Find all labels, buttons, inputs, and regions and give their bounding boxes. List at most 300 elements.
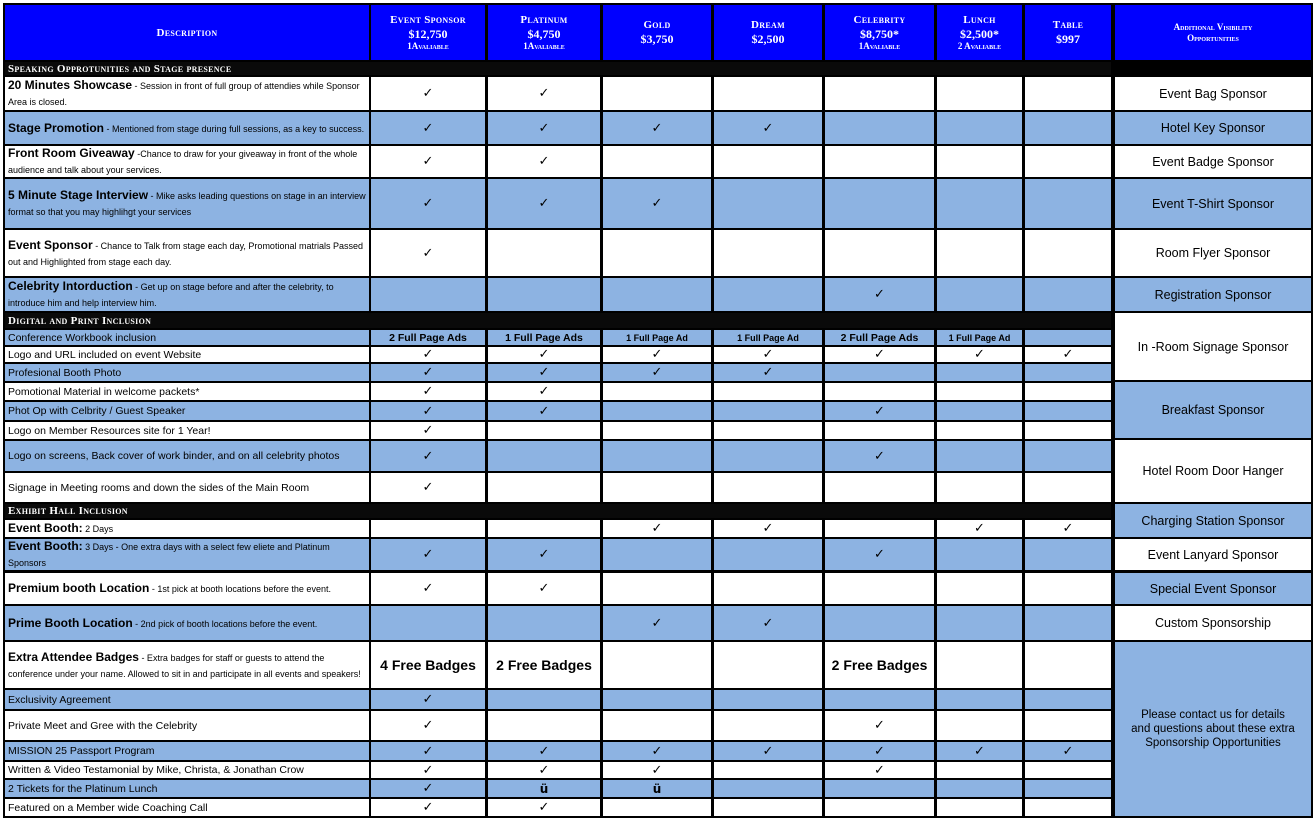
- additional-opportunity: [1115, 573, 1311, 604]
- row-description: [5, 364, 369, 381]
- tier-cell: [488, 330, 600, 345]
- tier-header: [1025, 5, 1111, 60]
- tier-cell: [714, 799, 822, 816]
- tier-cell: [603, 383, 711, 400]
- tier-cell: [371, 364, 485, 381]
- additional-opportunity: [1115, 230, 1311, 276]
- tier-header: [603, 5, 711, 60]
- contact-note: Please contact us for details and questions about these extra Sponsorship Opportunities: [1131, 709, 1295, 749]
- row-detail: Written & Video Testamonial by Mike, Christa, & Jonathan Crow: [8, 764, 304, 776]
- tier-cell: [825, 539, 934, 570]
- row-title: Premium booth Location: [8, 581, 150, 595]
- row-description-text: [8, 448, 340, 464]
- tier-cell: [937, 573, 1022, 604]
- tier-cell: [714, 112, 822, 144]
- row-description: [5, 606, 369, 640]
- row-description-text: [8, 781, 157, 797]
- tier-cell: [371, 402, 485, 420]
- tier-cell: [714, 422, 822, 439]
- check-icon: ✓: [762, 347, 774, 362]
- tier-cell: [937, 330, 1022, 345]
- row-description: [5, 77, 369, 110]
- section-header: [5, 313, 1111, 328]
- tier-cell: [1025, 711, 1111, 740]
- row-detail: Pomotional Material in welcome packets*: [8, 385, 200, 398]
- check-icon: ✓: [651, 743, 663, 759]
- tier-header: [371, 5, 485, 60]
- tier-cell: [1025, 742, 1111, 760]
- tier-cell: [714, 573, 822, 604]
- tier-price: $997: [1056, 32, 1080, 46]
- check-icon: ✓: [538, 581, 550, 596]
- tier-cell: [714, 606, 822, 640]
- row-description: [5, 780, 369, 797]
- row-title: Prime Booth Location: [8, 615, 133, 630]
- check-icon: ✓: [538, 384, 550, 399]
- tier-cell: [714, 762, 822, 778]
- tier-cell: [825, 146, 934, 177]
- row-description-text: [8, 649, 366, 682]
- tier-cell: [371, 642, 485, 688]
- tier-name: Celebrity: [853, 13, 906, 26]
- check-icon: ✓: [874, 762, 885, 778]
- tier-cell: [371, 690, 485, 709]
- tier-cell: [825, 422, 934, 439]
- row-description: [5, 179, 369, 228]
- tier-cell: [1025, 780, 1111, 797]
- row-description-text: [8, 539, 366, 570]
- tier-cell: [825, 179, 934, 228]
- tier-cell: [488, 347, 600, 362]
- row-description-text: [8, 278, 366, 311]
- check-icon: ✓: [422, 743, 434, 759]
- check-icon: ✓: [422, 800, 434, 815]
- tier-cell: [714, 711, 822, 740]
- row-description: [5, 762, 369, 778]
- check-icon: ✓: [538, 120, 550, 136]
- tier-name: Platinum: [520, 13, 568, 26]
- tier-cell: [371, 520, 485, 537]
- row-description-text: [8, 580, 331, 597]
- tier-cell: [603, 711, 711, 740]
- row-description: [5, 146, 369, 177]
- check-icon: ✓: [762, 120, 774, 136]
- tier-cell: [603, 606, 711, 640]
- row-description-text: [8, 347, 201, 362]
- tier-cell: [603, 520, 711, 537]
- tier-cell: [371, 278, 485, 311]
- tier-cell: [1025, 606, 1111, 640]
- tier-cell: [488, 799, 600, 816]
- tier-cell: [937, 230, 1022, 276]
- row-description-text: [8, 365, 121, 381]
- tier-cell: [603, 347, 711, 362]
- tier-value: 4 Free Badges: [380, 657, 476, 673]
- check-icon: ✓: [538, 762, 550, 778]
- row-title: Front Room Giveaway: [8, 146, 135, 160]
- tier-cell: [1025, 441, 1111, 471]
- check-icon: ✓: [422, 384, 434, 399]
- row-description: [5, 520, 369, 537]
- row-detail: 2 Days: [82, 524, 114, 534]
- tier-cell: [714, 146, 822, 177]
- additional-opportunity: [1115, 313, 1311, 380]
- tier-cell: [937, 539, 1022, 570]
- tier-cell: [603, 539, 711, 570]
- tier-cell: [488, 402, 600, 420]
- check-icon: ✓: [422, 692, 434, 707]
- check-icon: ✓: [651, 120, 663, 136]
- header-description: [5, 5, 369, 60]
- tier-cell: [937, 690, 1022, 709]
- additional-opportunity: [1115, 642, 1311, 816]
- additional-opportunity: [1115, 278, 1311, 311]
- tier-cell: [488, 520, 600, 537]
- tier-cell: [1025, 473, 1111, 502]
- tier-cell: [488, 112, 600, 144]
- additional-opportunity: [1115, 440, 1311, 502]
- row-description: [5, 112, 369, 144]
- check-icon: ✓: [538, 347, 550, 362]
- row-detail: - Mike asks leading questions on stage in an interview format so that you may highlihgt your services: [8, 191, 366, 217]
- tier-cell: [714, 520, 822, 537]
- additional-opportunity: [1115, 539, 1311, 570]
- tier-cell: [488, 441, 600, 471]
- tier-cell: [371, 711, 485, 740]
- row-description-text: [8, 480, 309, 496]
- tier-cell: [825, 230, 934, 276]
- tier-cell: [714, 402, 822, 420]
- tier-cell: [603, 146, 711, 177]
- tier-cell: [1025, 179, 1111, 228]
- tier-cell: [488, 422, 600, 439]
- opportunity-label: Special Event Sponsor: [1149, 581, 1277, 596]
- row-detail: 2 Tickets for the Platinum Lunch: [8, 782, 158, 795]
- tier-cell: [371, 606, 485, 640]
- tier-cell: [714, 690, 822, 709]
- tier-cell: [371, 742, 485, 760]
- tier-cell: [714, 347, 822, 362]
- tier-value: 2 Full Page Ads: [840, 331, 919, 344]
- tier-cell: [825, 112, 934, 144]
- tier-value: 1 Full Page Ad: [737, 332, 799, 343]
- row-description: [5, 278, 369, 311]
- row-detail: Exclusivity Agreement: [8, 693, 111, 706]
- tier-cell: [937, 179, 1022, 228]
- row-description-text: [8, 615, 317, 632]
- check-icon: ✓: [422, 245, 434, 261]
- tier-cell: [825, 606, 934, 640]
- opportunity-label: Custom Sponsorship: [1154, 616, 1272, 630]
- tier-cell: [371, 347, 485, 362]
- tier-cell: [603, 422, 711, 439]
- tier-cell: [488, 711, 600, 740]
- tier-availability: 1Avaliable: [407, 40, 449, 51]
- row-detail: Phot Op with Celbrity / Guest Speaker: [8, 405, 186, 417]
- check-icon: ✓: [422, 762, 434, 778]
- row-description: [5, 330, 369, 345]
- tier-cell: [371, 441, 485, 471]
- tier-cell: [1025, 112, 1111, 144]
- tier-cell: [937, 473, 1022, 502]
- row-detail: - 1st pick at booth locations before the event.: [149, 584, 331, 594]
- row-detail: Featured on a Member wide Coaching Call: [8, 801, 208, 814]
- check-icon: ✓: [422, 86, 434, 101]
- tier-cell: [1025, 799, 1111, 816]
- tier-cell: [603, 112, 711, 144]
- tier-cell: [937, 742, 1022, 760]
- row-detail: Conference Workbook inclusion: [8, 331, 157, 344]
- additional-opportunity: [1115, 112, 1311, 144]
- tier-cell: [488, 539, 600, 570]
- check-icon: ✓: [422, 480, 434, 495]
- check-icon: ✓: [874, 547, 885, 562]
- tier-cell: [1025, 520, 1111, 537]
- tier-cell: [714, 179, 822, 228]
- row-detail: Logo and URL included on event Website: [8, 348, 202, 361]
- tier-cell: [1025, 690, 1111, 709]
- tier-cell: [371, 573, 485, 604]
- tier-cell: [603, 642, 711, 688]
- row-description: [5, 347, 369, 362]
- check-icon: ✓: [422, 365, 434, 380]
- tier-value: 2 Free Badges: [496, 657, 592, 673]
- row-detail: - Extra badges for staff or guests to attend the conference under your name. Allowed to sit in and participate in all events and speakers!: [8, 652, 361, 679]
- tier-cell: [937, 441, 1022, 471]
- tier-cell: [488, 146, 600, 177]
- check-icon: ✓: [1062, 743, 1074, 759]
- check-icon: ✓: [1062, 521, 1074, 536]
- opportunity-label: Hotel Key Sponsor: [1160, 121, 1266, 135]
- tier-cell: [825, 799, 934, 816]
- check-icon: ✓: [538, 196, 550, 211]
- tier-cell: [371, 112, 485, 144]
- tier-cell: [371, 473, 485, 502]
- tier-cell: [603, 742, 711, 760]
- tier-cell: [488, 77, 600, 110]
- tier-cell: [603, 230, 711, 276]
- tier-cell: [603, 330, 711, 345]
- opportunity-label: Event T-Shirt Sponsor: [1151, 196, 1275, 211]
- tier-cell: [1025, 642, 1111, 688]
- row-description-text: [8, 146, 366, 177]
- check-icon: ✓: [422, 547, 434, 562]
- additional-opportunity: [1115, 77, 1311, 110]
- row-title: 5 Minute Stage Interview: [8, 188, 149, 202]
- row-description-text: [8, 187, 366, 220]
- tier-cell: [937, 422, 1022, 439]
- check-icon: ✓: [974, 521, 985, 536]
- row-detail: - Session in front of full group of attendies while Sponsor Area is closed.: [8, 81, 360, 107]
- check-icon: ✓: [974, 347, 985, 362]
- tier-cell: [714, 539, 822, 570]
- row-detail: Logo on Member Resources site for 1 Year!: [8, 424, 211, 437]
- check-icon: ✓: [538, 86, 550, 101]
- tier-cell: [488, 762, 600, 778]
- tier-cell: [825, 402, 934, 420]
- check-icon: ✓: [1062, 347, 1074, 362]
- row-detail: - 2nd pick of booth locations before the event.: [132, 618, 318, 629]
- tier-price: $4,750: [527, 26, 561, 41]
- row-description: [5, 383, 369, 400]
- tier-cell: [488, 278, 600, 311]
- check-icon: ✓: [422, 403, 434, 419]
- tier-cell: [603, 690, 711, 709]
- row-description: [5, 711, 369, 740]
- row-description-text: [8, 330, 156, 345]
- tier-cell: [714, 364, 822, 381]
- row-description: [5, 742, 369, 760]
- header-additional-label: Additional Visibility Opportunities: [1173, 21, 1253, 43]
- tier-cell: [714, 742, 822, 760]
- additional-opportunity: [1115, 606, 1311, 640]
- tier-cell: [371, 146, 485, 177]
- tier-cell: [488, 364, 600, 381]
- tier-price: $2,500*: [960, 26, 999, 41]
- row-detail: Logo on screens, Back cover of work binder, and on all celebrity photos: [8, 450, 340, 462]
- tier-cell: [371, 383, 485, 400]
- tier-cell: [825, 347, 934, 362]
- row-description-text: [8, 384, 199, 400]
- check-icon: ✓: [422, 448, 434, 464]
- tier-cell: [371, 422, 485, 439]
- check-icon: ✓: [874, 718, 885, 733]
- check-icon: ✓: [874, 743, 885, 759]
- row-description-text: [8, 762, 304, 778]
- check-icon: ✓: [422, 154, 434, 169]
- opportunity-label: Room Flyer Sponsor: [1155, 246, 1271, 260]
- check-icon: ✓: [651, 762, 663, 778]
- section-title: Exhibit Hall Inclusion: [8, 505, 128, 517]
- tier-cell: [825, 780, 934, 797]
- check-icon: ✓: [651, 365, 663, 380]
- row-title: Event Booth:: [8, 539, 83, 553]
- tier-cell: [603, 441, 711, 471]
- row-detail: Private Meet and Gree with the Celebrity: [8, 719, 198, 732]
- check-icon: ✓: [651, 521, 663, 536]
- tier-availability: 1Avaliable: [523, 40, 565, 51]
- tier-cell: [1025, 146, 1111, 177]
- tier-cell: [825, 441, 934, 471]
- tier-availability: 2 Avaliable: [957, 40, 1002, 51]
- tier-cell: [714, 642, 822, 688]
- tier-cell: [937, 347, 1022, 362]
- check-icon: ✓: [762, 365, 774, 380]
- tier-cell: [603, 179, 711, 228]
- row-detail: - Get up on stage before and after the celebrity, to introduce him and help interview him.: [8, 282, 334, 308]
- tier-cell: [488, 573, 600, 604]
- check-icon: ✓: [538, 365, 550, 380]
- tier-cell: [825, 711, 934, 740]
- tier-cell: [488, 230, 600, 276]
- tier-cell: [603, 762, 711, 778]
- header-description-label: Description: [156, 26, 218, 39]
- opportunity-label: Hotel Room Door Hanger: [1142, 464, 1284, 478]
- tier-cell: [1025, 77, 1111, 110]
- tier-cell: [825, 473, 934, 502]
- check-icon: ✓: [422, 581, 434, 596]
- row-description: [5, 642, 369, 688]
- tier-price: $12,750: [408, 26, 448, 41]
- tier-value: 2 Free Badges: [831, 657, 928, 673]
- tier-cell: [1025, 230, 1111, 276]
- row-detail: Signage in Meeting rooms and down the sides of the Main Room: [8, 481, 310, 494]
- tier-cell: [488, 606, 600, 640]
- tier-cell: [603, 77, 711, 110]
- check-icon: ✓: [762, 743, 774, 759]
- row-description-text: [8, 120, 364, 137]
- tier-cell: [714, 230, 822, 276]
- tier-value: 1 Full Page Ad: [626, 332, 688, 343]
- opportunity-label: Event Bag Sponsor: [1159, 86, 1267, 101]
- tier-cell: [937, 520, 1022, 537]
- tier-name: Event Sponsor: [390, 13, 466, 26]
- check-icon: ✓: [422, 196, 434, 211]
- tier-cell: [825, 278, 934, 311]
- tier-cell: [937, 711, 1022, 740]
- row-title: Celebrity Intorduction: [8, 279, 133, 293]
- tier-cell: [371, 762, 485, 778]
- tier-header: [488, 5, 600, 60]
- row-detail: - Chance to Talk from stage each day, Promotional matrials Passed out and Highlighted from stage each day.: [8, 240, 363, 267]
- row-description: [5, 573, 369, 604]
- tier-cell: [488, 642, 600, 688]
- tier-cell: [603, 780, 711, 797]
- check-icon: ✓: [874, 448, 885, 464]
- tier-cell: [1025, 422, 1111, 439]
- additional-opportunity: [1115, 382, 1311, 438]
- symbol-glyph: ü: [539, 781, 549, 796]
- check-icon: ✓: [422, 423, 434, 438]
- check-icon: ✓: [651, 347, 663, 362]
- check-icon: ✓: [762, 521, 774, 536]
- tier-cell: [825, 690, 934, 709]
- row-description-text: [8, 237, 366, 270]
- tier-cell: [488, 780, 600, 797]
- tier-cell: [603, 473, 711, 502]
- tier-cell: [1025, 330, 1111, 345]
- tier-cell: [825, 383, 934, 400]
- tier-cell: [937, 762, 1022, 778]
- tier-cell: [714, 330, 822, 345]
- tier-cell: [1025, 573, 1111, 604]
- tier-cell: [714, 383, 822, 400]
- tier-cell: [937, 606, 1022, 640]
- tier-cell: [937, 278, 1022, 311]
- tier-header: [937, 5, 1022, 60]
- tier-cell: [825, 520, 934, 537]
- tier-header: [714, 5, 822, 60]
- tier-value: 2 Full Page Ads: [389, 331, 467, 344]
- row-description: [5, 422, 369, 439]
- check-icon: ✓: [974, 743, 985, 759]
- check-icon: ✓: [874, 287, 885, 302]
- tier-cell: [1025, 364, 1111, 381]
- check-icon: ✓: [651, 196, 663, 211]
- additional-opportunity: [1115, 146, 1311, 177]
- tier-cell: [1025, 383, 1111, 400]
- tier-cell: [603, 364, 711, 381]
- tier-price: $8,750*: [860, 26, 899, 41]
- section-header: [5, 504, 1111, 518]
- section-header: [5, 62, 1111, 75]
- row-detail: MISSION 25 Passport Program: [8, 745, 155, 757]
- opportunity-label: Event Badge Sponsor: [1152, 154, 1274, 169]
- tier-price: $3,750: [640, 32, 674, 46]
- tier-cell: [937, 780, 1022, 797]
- tier-cell: [488, 383, 600, 400]
- tier-cell: [825, 77, 934, 110]
